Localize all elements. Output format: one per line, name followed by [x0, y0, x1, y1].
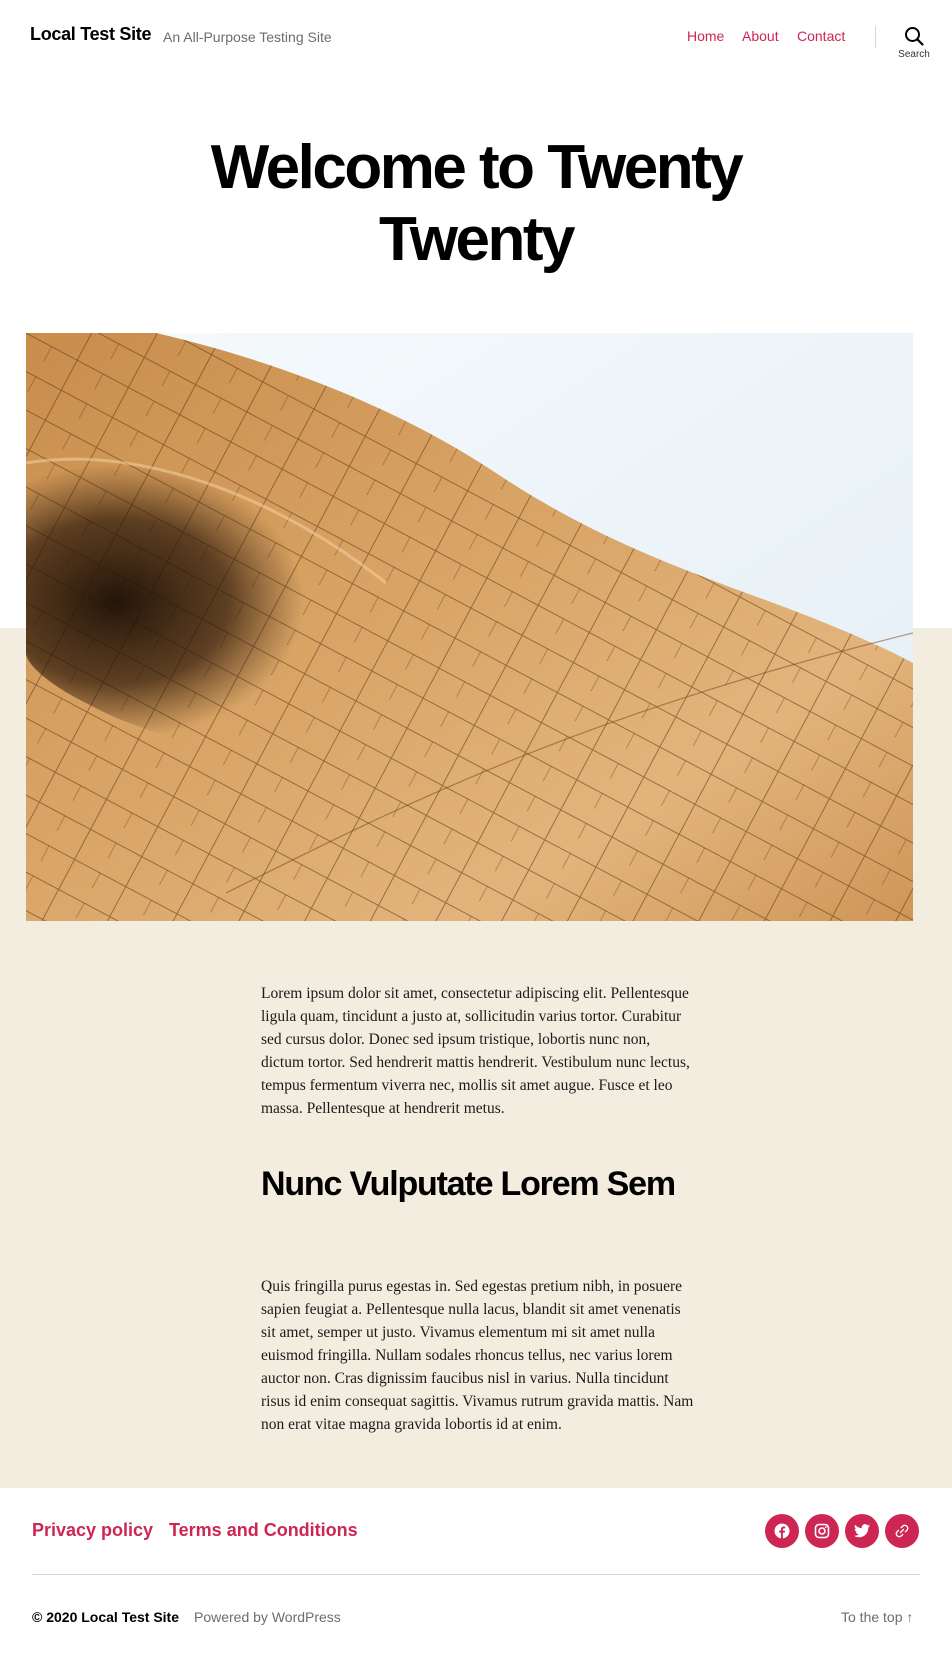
nav-item-about[interactable]: About [742, 28, 779, 44]
page-title-line-1: Welcome to Twenty [210, 133, 742, 202]
copyright-text: © 2020 Local Test Site [32, 1609, 180, 1625]
twitter-link[interactable] [845, 1514, 879, 1548]
primary-menu [0, 28, 952, 48]
footer-link-terms[interactable]: Terms and Conditions [169, 1520, 358, 1540]
search-icon [904, 26, 924, 46]
footer-link-privacy-policy[interactable]: Privacy policy [32, 1520, 154, 1540]
entry-paragraph-1 [261, 982, 695, 1120]
site-description: An All-Purpose Testing Site [163, 29, 332, 45]
link-icon [894, 1523, 910, 1539]
paragraph-text: Quis fringilla purus egestas in. Sed egestas pretium nibh, in posuere sapien feugiat a. Pellentesque nulla lacus, blandit sit amet venenatis sit amet, semper ut justo. Vivamus elementum mi sit amet nulla euismod fringilla. Nullam sodales rhoncus tellus, nec varius lorem auctor non. Cras dignissim faucibus nisl in varius. Nulla tincidunt risus id enim consequat sagittis. Vivamus rutrum gravida mattis. Nam non erat vitae magna gravida lobortis id at enim. [261, 1278, 694, 1433]
featured-image [26, 333, 913, 921]
search-toggle-button[interactable] [894, 24, 934, 64]
header-divider [875, 26, 876, 48]
search-label: Search [898, 49, 930, 60]
facebook-icon [774, 1523, 790, 1539]
footer-divider [32, 1574, 920, 1575]
facebook-link[interactable] [765, 1514, 799, 1548]
site-header [0, 0, 952, 74]
nav-item-home[interactable]: Home [687, 28, 725, 44]
to-the-top-link[interactable]: To the top ↑ [841, 1609, 914, 1625]
page-title [0, 132, 952, 276]
instagram-link[interactable] [805, 1514, 839, 1548]
paragraph-text: Lorem ipsum dolor sit amet, consectetur adipiscing elit. Pellentesque ligula quam, tincidunt a justo at, sollicitudin varius tortor. Curabitur sed cursus dolor. Donec sed ipsum tristique, lobortis nunc non, dictum tortor. Sed hendrerit mattis hendrerit. Vestibulum nunc lectus, tempus fermentum viverra nec, mollis sit amet augue. Fusce et leo massa. Pellentesque at hendrerit metus. [261, 985, 690, 1117]
link-link[interactable] [885, 1514, 919, 1548]
nav-item-contact[interactable]: Contact [797, 28, 846, 44]
powered-by-link[interactable]: Powered by WordPress [194, 1609, 341, 1625]
content-heading: Nunc Vulputate Lorem Sem [261, 1165, 675, 1203]
page-title-line-2: Twenty [379, 205, 573, 274]
site-title-link[interactable]: Local Test Site [30, 24, 152, 44]
twitter-icon [854, 1524, 870, 1538]
entry-paragraph-2 [261, 1275, 695, 1436]
instagram-icon [814, 1523, 830, 1539]
